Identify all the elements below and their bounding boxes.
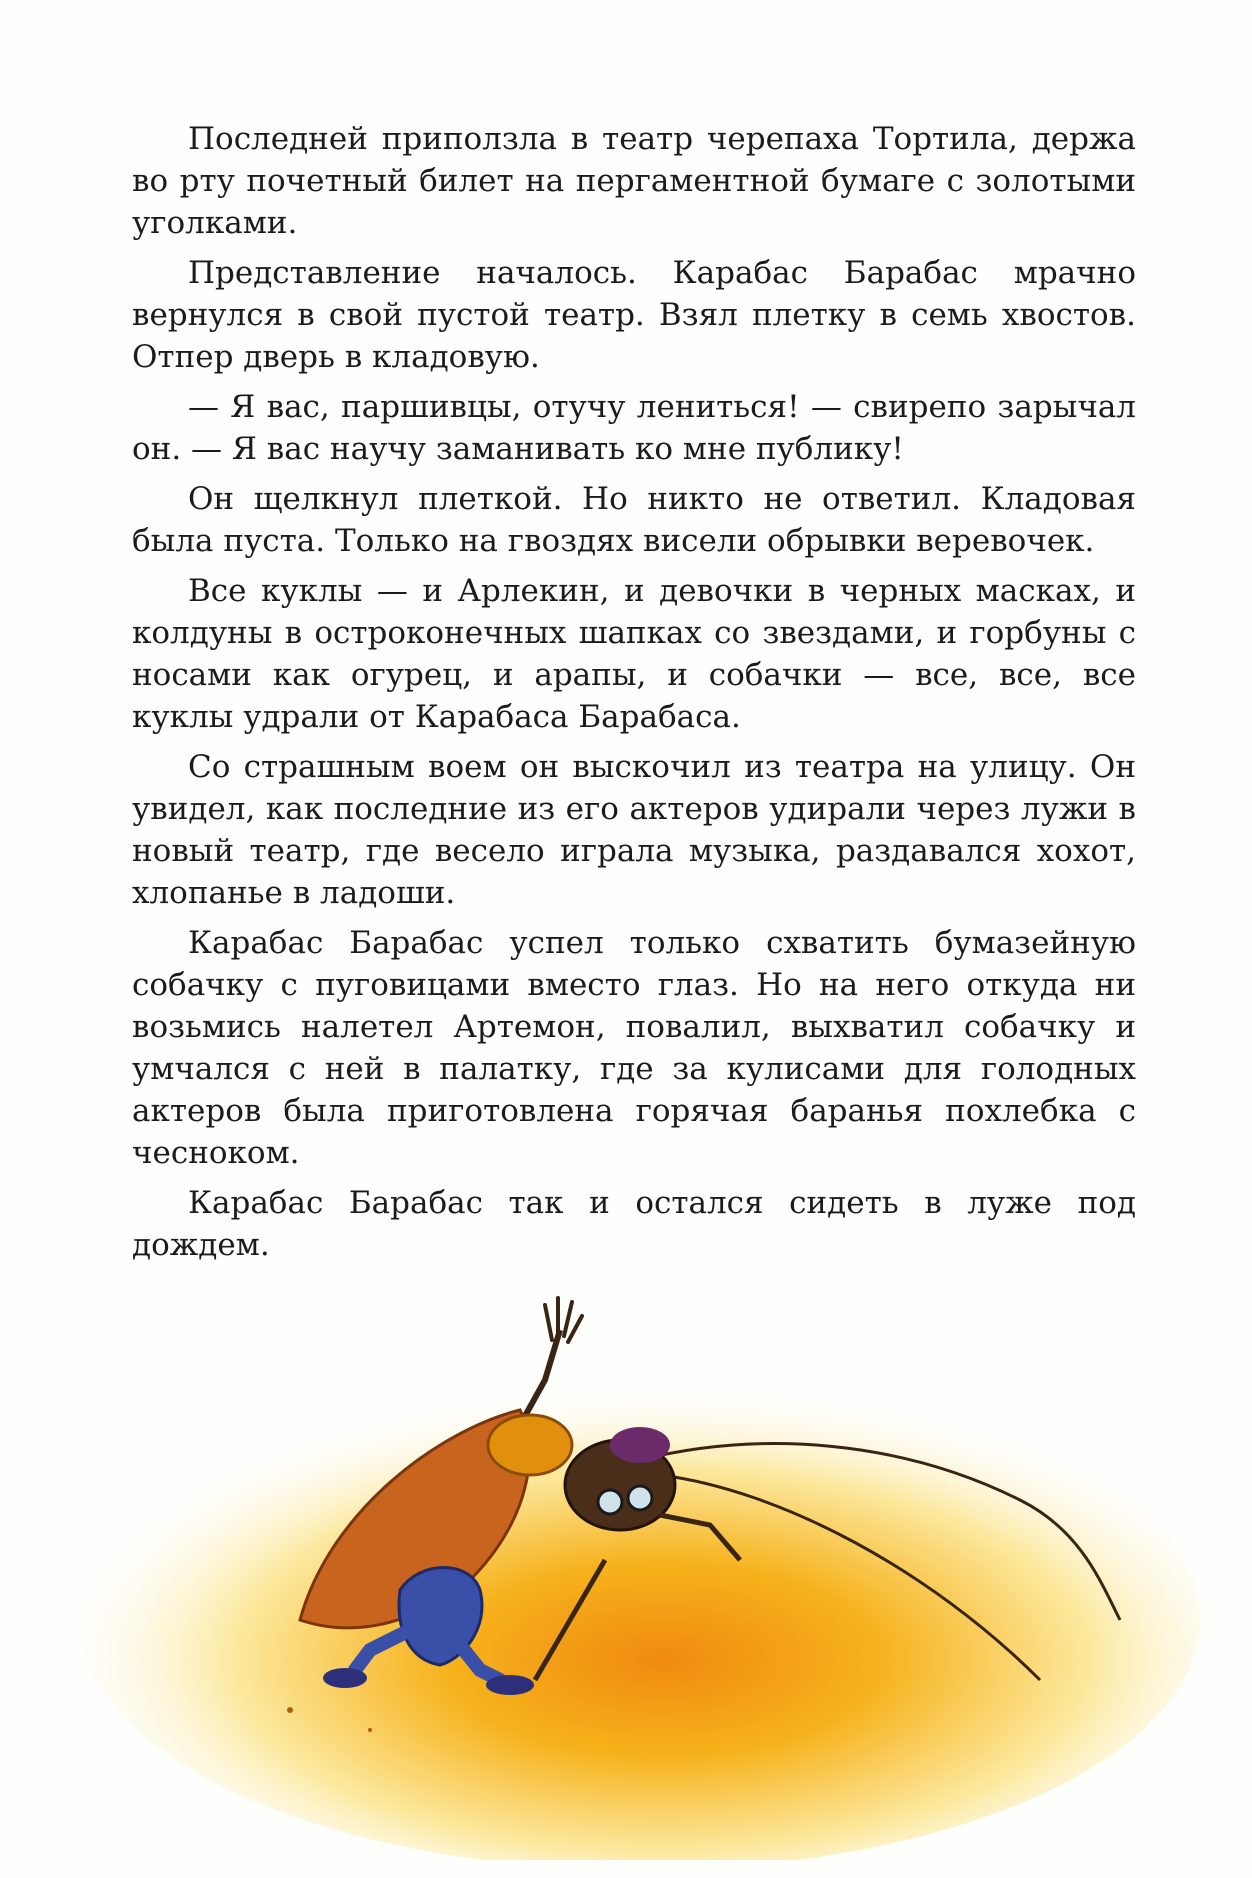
paragraph-3: — Я вас, паршивцы, отучу лениться! — свирепо зарычал он. — Я вас научу заманивать ко мне публику! bbox=[132, 389, 1136, 467]
paragraph-2: Представление началось. Карабас Барабас мрачно вернулся в свой пустой театр. Взял плетку в семь хвостов. Отпер дверь в кладовую. bbox=[132, 255, 1136, 375]
cap bbox=[610, 1427, 670, 1463]
paragraph-8: Карабас Барабас так и остался сидеть в луже под дождем. bbox=[132, 1185, 1136, 1263]
raised-hand bbox=[545, 1298, 582, 1342]
story-text bbox=[132, 118, 1136, 1274]
goggle-left bbox=[598, 1490, 622, 1514]
ground-dot bbox=[368, 1728, 372, 1732]
collar bbox=[488, 1415, 572, 1475]
paragraph-1: Последней приползла в театр черепаха Тортила, держа во рту почетный билет на пергаментной бумаге с золотыми уголками. bbox=[132, 121, 1136, 241]
paragraph-6: Со страшным воем он выскочил из театра на улицу. Он увидел, как последние из его актеров удирали через лужи в новый театр, где весело играла музыка, раздавался хохот, хлопанье в ладоши. bbox=[132, 749, 1136, 911]
left-boot bbox=[323, 1668, 367, 1688]
cricket-illustration bbox=[0, 1260, 1252, 1860]
goggle-right bbox=[628, 1486, 652, 1510]
cricket-illustration-svg bbox=[0, 1260, 1252, 1860]
paragraph-4: Он щелкнул плеткой. Но никто не ответил. Кладовая была пуста. Только на гвоздях висели обрывки веревочек. bbox=[132, 481, 1136, 559]
ground-dot bbox=[287, 1707, 293, 1713]
paragraph-5: Все куклы — и Арлекин, и девочки в черных масках, и колдуны в остроконечных шапках со звездами, и горбуны с носами как огурец, и арапы, и собачки — все, все, все куклы удрали от Карабаса Барабаса. bbox=[132, 573, 1136, 735]
paragraph-7: Карабас Барабас успел только схватить бумазейную собачку с пуговицами вместо глаз. Но на него откуда ни возьмись налетел Артемон, повалил, выхватил собачку и умчался с ней в палатку, где за кулисами для голодных актеров была приготовлена горячая баранья похлебка с чесноком. bbox=[132, 925, 1136, 1171]
right-boot bbox=[486, 1675, 534, 1695]
